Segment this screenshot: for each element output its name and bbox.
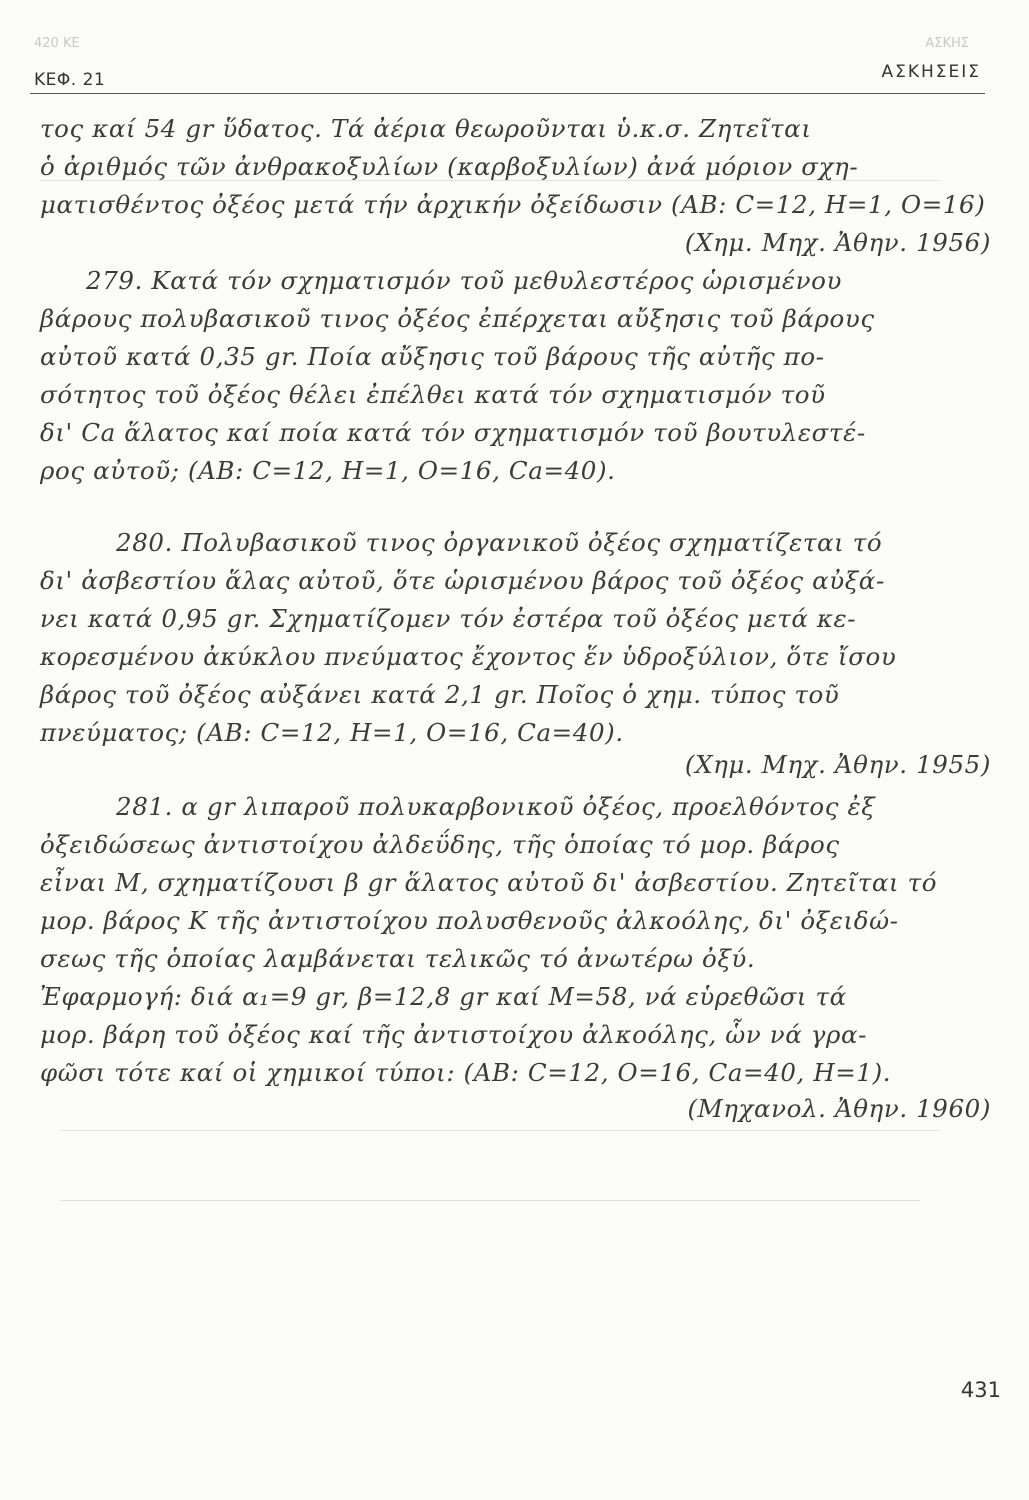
section-header: ΑΣΚΗΣΕΙΣ [881,62,981,82]
text-line: αὐτοῦ κατά 0,35 gr. Ποία αὔξησις τοῦ βάρους τῆς αὐτῆς πο- [40,342,825,371]
text-line: κορεσμένου ἀκύκλου πνεύματος ἔχοντος ἕν ὑδροξύλιον, ὅτε ἴσου [40,642,897,671]
header-rule [30,93,985,94]
chapter-header: ΚΕΦ. 21 [34,70,106,90]
text-line: πνεύματος; (ΑΒ: C=12, H=1, O=16, Ca=40). [40,718,624,747]
text-line: ὀξειδώσεως ἀντιστοίχου ἀλδεΰδης, τῆς ὁποίας τό μορ. βάρος [40,830,840,859]
bleed-through-header-left: 420 ΚΕ [34,36,80,51]
text-line: Ἐφαρμογή: διά α₁=9 gr, β=12,8 gr καί Μ=58, νά εὑρεθῶσι τά [40,982,847,1011]
source-citation: (Χημ. Μηχ. Ἀθην. 1956) [684,228,991,257]
text-line: ρος αὐτοῦ; (ΑΒ: C=12, H=1, O=16, Ca=40). [40,456,616,485]
exercise-279-start: 279. Κατά τόν σχηματισμόν τοῦ μεθυλεστέρος ὡρισμένου [86,266,842,295]
text-line: εἶναι Μ, σχηματίζουσι β gr ἅλατος αὐτοῦ δι' ἀσβεστίου. Ζητεῖται τό [40,868,938,897]
exercise-281-start: 281. α gr λιπαροῦ πολυκαρβονικοῦ ὀξέος, προελθόντος ἐξ [116,792,876,821]
text-line: ματισθέντος ὀξέος μετά τήν ἀρχικήν ὀξείδωσιν (ΑΒ: C=12, Η=1, O=16) [40,190,986,219]
text-line: μορ. βάρος Κ τῆς ἀντιστοίχου πολυσθενοῦς ἀλκοόλης, δι' ὀξειδώ- [40,906,899,935]
text-line: σότητος τοῦ ὀξέος θέλει ἐπέλθει κατά τόν σχηματισμόν τοῦ [40,380,826,409]
bleed-through-mark [60,1130,940,1131]
text-line: δι' ἀσβεστίου ἅλας αὐτοῦ, ὅτε ὡρισμένου βάρος τοῦ ὀξέος αὐξά- [40,566,885,595]
source-citation: (Μηχανολ. Ἀθην. 1960) [687,1094,991,1123]
text-line: μορ. βάρη τοῦ ὀξέος καί τῆς ἀντιστοίχου ἀλκοόλης, ὧν νά γρα- [40,1020,868,1049]
source-citation: (Χημ. Μηχ. Ἀθην. 1955) [684,750,991,779]
text-line: βάρος τοῦ ὀξέος αὐξάνει κατά 2,1 gr. Ποῖος ὁ χημ. τύπος τοῦ [40,680,840,709]
text-line: σεως τῆς ὁποίας λαμβάνεται τελικῶς τό ἀνωτέρω ὀξύ. [40,944,756,973]
page-number: 431 [960,1378,1001,1402]
text-line: δι' Ca ἅλατος καί ποία κατά τόν σχηματισμόν τοῦ βουτυλεστέ- [40,418,866,447]
exercise-280-start: 280. Πολυβασικοῦ τινος ὀργανικοῦ ὀξέος σχηματίζεται τό [116,528,883,557]
text-line: βάρους πολυβασικοῦ τινος ὀξέος ἐπέρχεται αὔξησις τοῦ βάρους [40,304,875,333]
bleed-through-mark [60,1200,920,1201]
text-line: τος καί 54 gr ὕδατος. Τά ἀέρια θεωροῦνται ὑ.κ.σ. Ζητεῖται [40,114,812,143]
text-line: ὁ ἀριθμός τῶν ἀνθρακοξυλίων (καρβοξυλίων) ἀνά μόριον σχη- [40,152,859,181]
text-line: φῶσι τότε καί οἱ χημικοί τύποι: (ΑΒ: C=12, O=16, Ca=40, H=1). [40,1058,892,1087]
text-line: νει κατά 0,95 gr. Σχηματίζομεν τόν ἐστέρα τοῦ ὀξέος μετά κε- [40,604,857,633]
bleed-through-header-right: ΑΣΚΗΣ [925,36,969,51]
